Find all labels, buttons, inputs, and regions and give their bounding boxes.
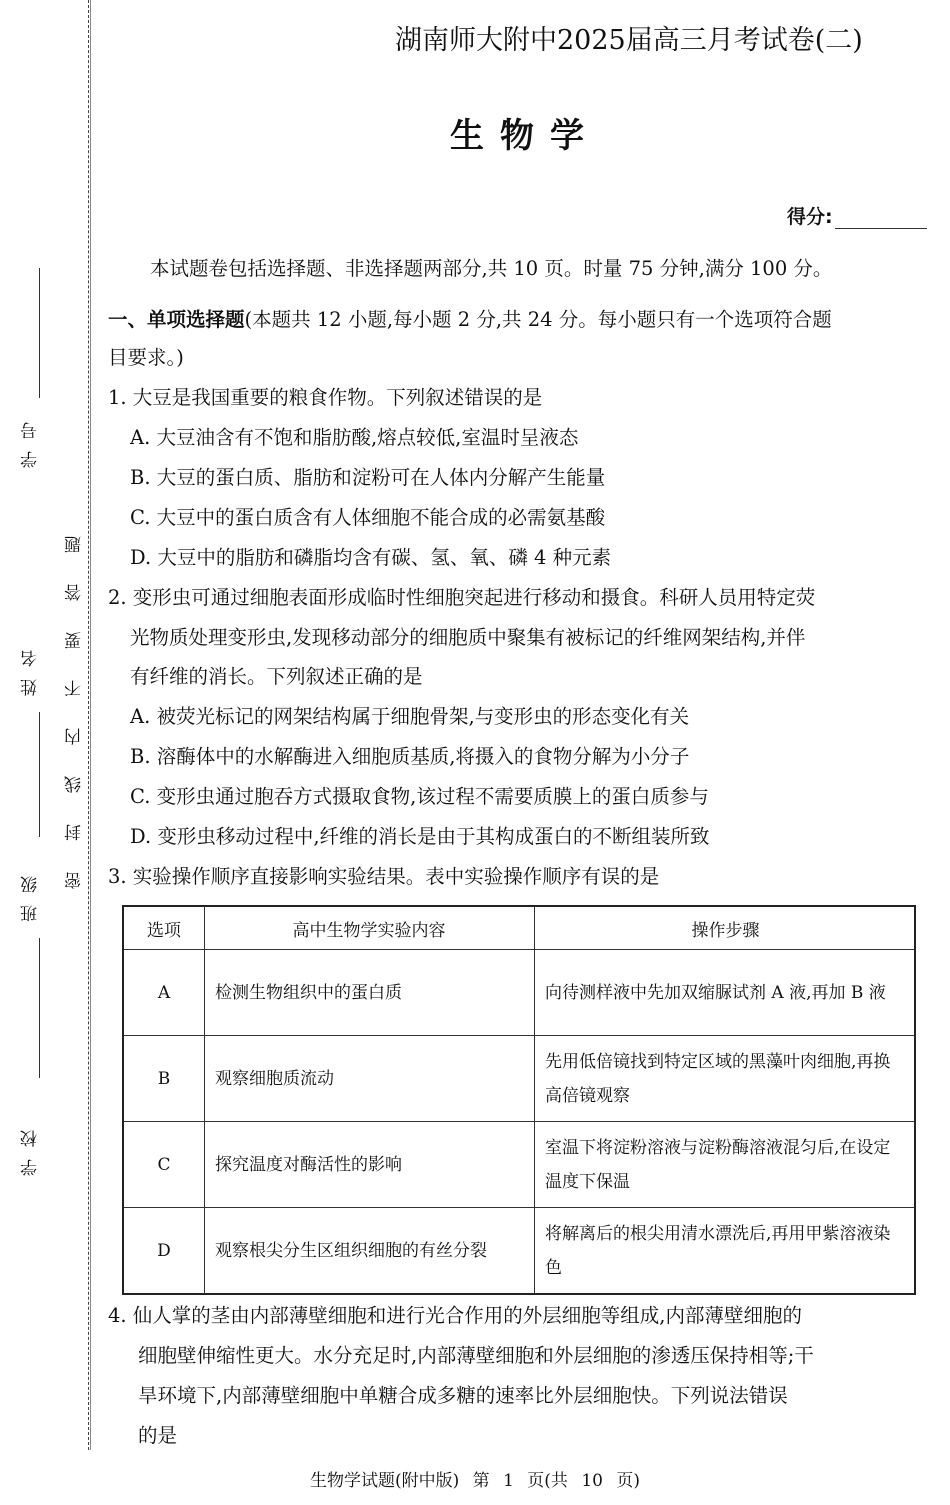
q2-option-d: D. 变形虫移动过程中,纤维的消长是由于其构成蛋白的不断组装所致	[130, 825, 710, 848]
side-field-school	[18, 1118, 58, 1176]
experiment-table	[122, 905, 916, 1295]
student-id-underline	[39, 268, 40, 398]
q2-option-a: A. 被荧光标记的网架结构属于细胞骨架,与变形虫的形态变化有关	[130, 705, 690, 728]
table-header-row	[123, 906, 915, 950]
section-note-line2: 目要求。)	[108, 346, 184, 369]
row-steps: 向待测样液中先加双缩脲试剂 A 液,再加 B 液	[535, 950, 916, 1036]
row-content: 观察细胞质流动	[205, 1036, 535, 1122]
row-option: A	[123, 950, 205, 1036]
q4-stem-line4: 的是	[138, 1424, 178, 1447]
side-field-name	[18, 638, 58, 696]
q2-stem-line1: 2. 变形虫可通过细胞表面形成临时性细胞突起进行移动和摄食。科研人员用特定荧	[108, 586, 816, 609]
student-id-label: 学号	[21, 410, 41, 468]
row-option: B	[123, 1036, 205, 1122]
q1-option-b: B. 大豆的蛋白质、脂肪和淀粉可在人体内分解产生能量	[130, 466, 606, 489]
score-field	[787, 202, 927, 229]
q4-stem-line1: 4. 仙人掌的茎由内部薄壁细胞和进行光合作用的外层细胞等组成,内部薄壁细胞的	[108, 1304, 803, 1327]
side-field-student-id	[18, 410, 58, 468]
table-header-option: 选项	[123, 906, 205, 950]
table-row	[123, 950, 915, 1036]
section-note-line1: (本题共 12 小题,每小题 2 分,共 24 分。每小题只有一个选项符合题	[244, 308, 832, 331]
q2-stem-line3: 有纤维的消长。下列叙述正确的是	[130, 665, 423, 688]
q4-stem-line2: 细胞壁伸缩性更大。水分充足时,内部薄壁细胞和外层细胞的渗透压保持相等;干	[138, 1344, 814, 1367]
q2-option-c: C. 变形虫通过胞吞方式摄取食物,该过程不需要质膜上的蛋白质参与	[130, 785, 709, 808]
exam-title: 湖南师大附中2025届高三月考试卷(二)	[395, 25, 863, 56]
table-row	[123, 1208, 915, 1295]
table-row	[123, 1122, 915, 1208]
score-label: 得分:	[787, 206, 833, 228]
q1-option-a: A. 大豆油含有不饱和脂肪酸,熔点较低,室温时呈液态	[130, 426, 579, 449]
school-label: 学校	[21, 1118, 41, 1176]
q4-stem-line3: 旱环境下,内部薄壁细胞中单糖合成多糖的速率比外层细胞快。下列说法错误	[138, 1384, 788, 1407]
section-heading	[108, 300, 832, 340]
side-field-class	[18, 864, 58, 922]
page-footer: 生物学试题(附中版) 第 1 页(共 10 页)	[310, 1471, 640, 1491]
score-blank[interactable]	[835, 210, 927, 229]
class-underline	[39, 938, 40, 1078]
row-steps: 将解离后的根尖用清水漂洗后,再用甲紫溶液染色	[535, 1208, 916, 1295]
row-option: D	[123, 1208, 205, 1295]
row-content: 观察根尖分生区组织细胞的有丝分裂	[205, 1208, 535, 1295]
table-header-content: 高中生物学实验内容	[205, 906, 535, 950]
row-option: C	[123, 1122, 205, 1208]
class-label: 班级	[21, 864, 41, 922]
section-title: 一、单项选择题	[108, 308, 245, 331]
name-label: 姓名	[21, 638, 41, 696]
subject-title: 生物学	[450, 116, 600, 156]
row-content: 探究温度对酶活性的影响	[205, 1122, 535, 1208]
row-steps: 先用低倍镜找到特定区域的黑藻叶肉细胞,再换高倍镜观察	[535, 1036, 916, 1122]
q3-stem: 3. 实验操作顺序直接影响实验结果。表中实验操作顺序有误的是	[108, 865, 660, 888]
q1-option-d: D. 大豆中的脂肪和磷脂均含有碳、氢、氧、磷 4 种元素	[130, 546, 612, 569]
intro-text: 本试题卷包括选择题、非选择题两部分,共 10 页。时量 75 分钟,满分 100 分。	[150, 257, 833, 280]
name-underline	[39, 712, 40, 837]
seal-line-notice: 密封线内不要答题	[65, 505, 85, 889]
table-header-steps: 操作步骤	[535, 906, 916, 950]
q2-option-b: B. 溶酶体中的水解酶进入细胞质基质,将摄入的食物分解为小分子	[130, 745, 690, 768]
q1-stem: 1. 大豆是我国重要的粮食作物。下列叙述错误的是	[108, 386, 543, 409]
row-content: 检测生物组织中的蛋白质	[205, 950, 535, 1036]
q1-option-c: C. 大豆中的蛋白质含有人体细胞不能合成的必需氨基酸	[130, 506, 606, 529]
row-steps: 室温下将淀粉溶液与淀粉酶溶液混匀后,在设定温度下保温	[535, 1122, 916, 1208]
q2-stem-line2: 光物质处理变形虫,发现移动部分的细胞质中聚集有被标记的纤维网架结构,并伴	[130, 626, 806, 649]
table-row	[123, 1036, 915, 1122]
